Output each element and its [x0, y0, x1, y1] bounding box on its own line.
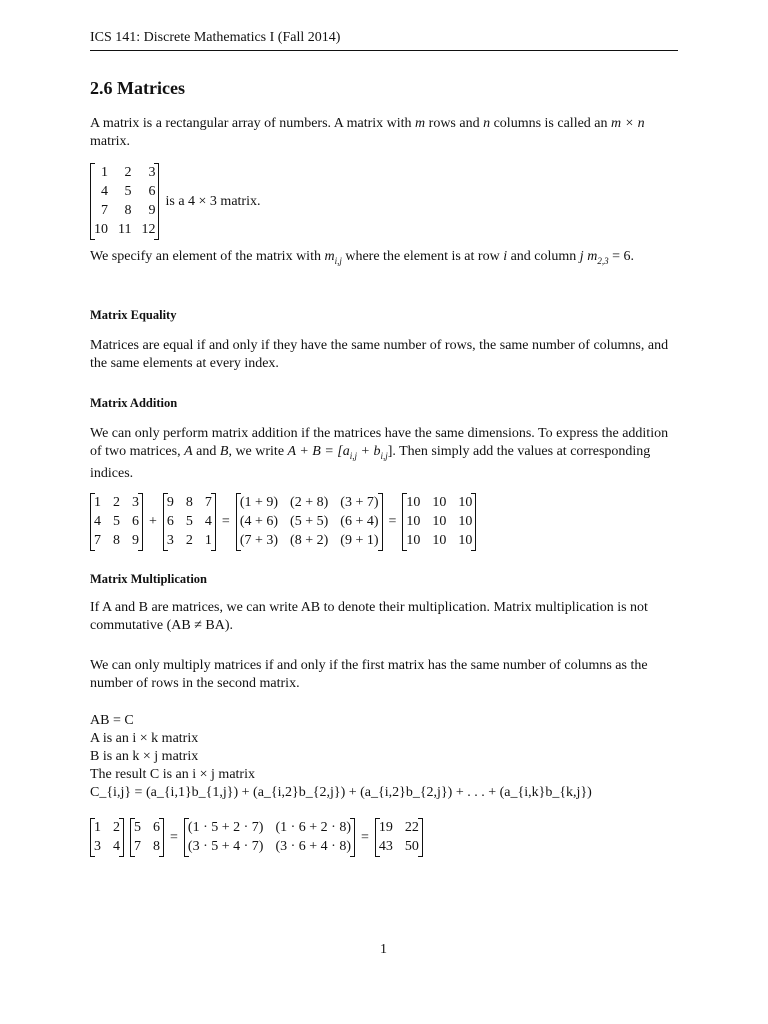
- matrix-cell: (5 + 5): [290, 514, 329, 529]
- heading-multiplication: Matrix Multiplication: [90, 572, 207, 586]
- heading-addition: Matrix Addition: [90, 396, 178, 410]
- matrix-cell: 8: [185, 495, 193, 510]
- matrix-cell: 5: [124, 184, 132, 199]
- def-line: A is an i × k matrix: [90, 731, 199, 746]
- multiplication-definitions: [90, 712, 592, 802]
- matrix-cell: (1 · 5 + 2 · 7): [187, 820, 264, 835]
- mult-matrix-expr: [184, 818, 355, 857]
- matrix-cell: 6: [166, 514, 174, 529]
- equals-sign: =: [361, 829, 369, 845]
- matrix-cell: 9: [132, 533, 139, 548]
- matrix-cell: 10: [458, 514, 473, 529]
- addition-matrix-a: [90, 493, 143, 551]
- mult-matrix-a: [90, 818, 124, 857]
- matrix-cell: 1: [101, 165, 108, 180]
- matrix-cell: 4: [101, 184, 108, 199]
- matrix-cell: 2: [113, 820, 120, 835]
- matrix-cell: (9 + 1): [340, 533, 379, 548]
- matrix-cell: 6: [153, 820, 160, 835]
- matrix-cell: 11: [118, 222, 132, 237]
- matrix-cell: 19: [378, 820, 393, 835]
- matrix-cell: 1: [204, 533, 212, 548]
- matrix-cell: 3: [132, 495, 139, 510]
- addition-matrix-sum-expr: [236, 493, 383, 551]
- matrix-cell: 4: [113, 839, 120, 854]
- matrix-cell: 43: [378, 839, 393, 854]
- matrix-cell: (1 + 9): [239, 495, 279, 510]
- matrix-cell: 2: [113, 495, 120, 510]
- def-line: The result C is an i × j matrix: [90, 767, 255, 782]
- multiplication-paragraph-1: If A and B are matrices, we can write AB to denote their multiplication. Matrix multiplication is not commutative (AB ≠ BA).: [90, 600, 648, 633]
- matrix-cell: 50: [404, 839, 419, 854]
- matrix-cell: 4: [94, 514, 101, 529]
- matrix-cell: 3: [166, 533, 174, 548]
- matrix-cell: 10: [406, 514, 421, 529]
- element-paragraph: We specify an element of the matrix with $m_{i,j}$ where the element is at row i and column j $m_{2,3} = 6$.: [90, 249, 634, 266]
- matrix-cell: 7: [101, 203, 108, 218]
- mult-matrix-b: [130, 818, 164, 857]
- matrix-cell: (7 + 3): [239, 533, 279, 548]
- section-title: 2.6 Matrices: [90, 78, 185, 98]
- matrix-cell: 2: [124, 165, 132, 180]
- matrix-cell: 5: [134, 820, 141, 835]
- matrix-cell: 1: [94, 820, 101, 835]
- equality-paragraph: Matrices are equal if and only if they have the same number of rows, the same number of columns, and the same elements at every index.: [90, 338, 669, 371]
- matrix-cell: 10: [458, 495, 473, 510]
- matrix-cell: (8 + 2): [290, 533, 329, 548]
- header-rule: [90, 50, 678, 51]
- matrix-cell: (3 · 6 + 4 · 8): [275, 839, 351, 854]
- matrix-cell: 6: [148, 184, 156, 199]
- matrix-cell: 3: [148, 165, 156, 180]
- matrix-cell: 10: [94, 222, 108, 237]
- matrix-cell: 5: [113, 514, 120, 529]
- matrix-cell: 7: [204, 495, 212, 510]
- def-line: AB = C: [90, 713, 134, 728]
- matrix-cell: 10: [432, 533, 447, 548]
- matrix-cell: 8: [124, 203, 132, 218]
- def-line: B is an k × j matrix: [90, 749, 199, 764]
- matrix-cell: 4: [204, 514, 212, 529]
- matrix-cell: 10: [432, 514, 447, 529]
- plus-sign: +: [149, 514, 157, 529]
- matrix-cell: 22: [404, 820, 419, 835]
- matrix-cell: 10: [432, 495, 447, 510]
- matrix-cell: 7: [94, 533, 101, 548]
- addition-matrix-b: [163, 493, 216, 551]
- mult-matrix-result: [375, 818, 423, 857]
- matrix-cell: 6: [132, 514, 139, 529]
- matrix-cell: (6 + 4): [340, 514, 379, 529]
- intro-paragraph: A matrix is a rectangular array of numbers. A matrix with m rows and n columns is called an m × n matrix.: [90, 116, 645, 149]
- equals-sign: =: [388, 514, 397, 529]
- matrix-cell: 12: [141, 222, 156, 237]
- matrix-cell: 5: [185, 514, 193, 529]
- matrix-cell: (4 + 6): [239, 514, 279, 529]
- example-matrix-row: [90, 163, 260, 240]
- matrix-cell: 2: [185, 533, 193, 548]
- matrix-cell: 8: [153, 839, 160, 854]
- equals-sign: =: [170, 829, 178, 845]
- matrix-cell: 10: [458, 533, 473, 548]
- matrix-cell: 10: [406, 495, 421, 510]
- addition-equation: [90, 493, 476, 551]
- addition-matrix-result: [402, 493, 476, 551]
- matrix-cell: 7: [134, 839, 141, 854]
- page-number: 1: [380, 942, 387, 957]
- matrix-cell: (3 + 7): [340, 495, 379, 510]
- matrix-cell: (1 · 6 + 2 · 8): [275, 820, 351, 835]
- example-matrix: [90, 163, 159, 240]
- matrix-cell: 3: [94, 839, 101, 854]
- multiplication-equation: [90, 818, 423, 857]
- matrix-cell: 9: [166, 495, 174, 510]
- matrix-cell: 1: [94, 495, 101, 510]
- matrix-cell: 9: [148, 203, 156, 218]
- def-line: C_{i,j} = (a_{i,1}b_{1,j}) + (a_{i,2}b_{2,j}) + (a_{i,2}b_{2,j}) + . . . + (a_{i,k}b_{k,j}): [90, 785, 592, 800]
- matrix-cell: 10: [406, 533, 421, 548]
- example-caption: is a 4 × 3 matrix.: [165, 193, 261, 209]
- running-header: ICS 141: Discrete Mathematics I (Fall 2014): [90, 30, 341, 45]
- multiplication-paragraph-2: We can only multiply matrices if and only if the first matrix has the same number of columns as the number of rows in the second matrix.: [90, 658, 648, 691]
- heading-equality: Matrix Equality: [90, 308, 177, 322]
- matrix-cell: 8: [113, 533, 120, 548]
- matrix-cell: (3 · 5 + 4 · 7): [187, 839, 264, 854]
- addition-paragraph: We can only perform matrix addition if the matrices have the same dimensions. To express the addition of two matrices, A and B, we write $A + B = [a_{i,j} + b_{i,j}]$. Then simply add the values at corresponding indices.: [90, 426, 669, 481]
- matrix-cell: (2 + 8): [290, 495, 329, 510]
- equals-sign: =: [221, 514, 230, 529]
